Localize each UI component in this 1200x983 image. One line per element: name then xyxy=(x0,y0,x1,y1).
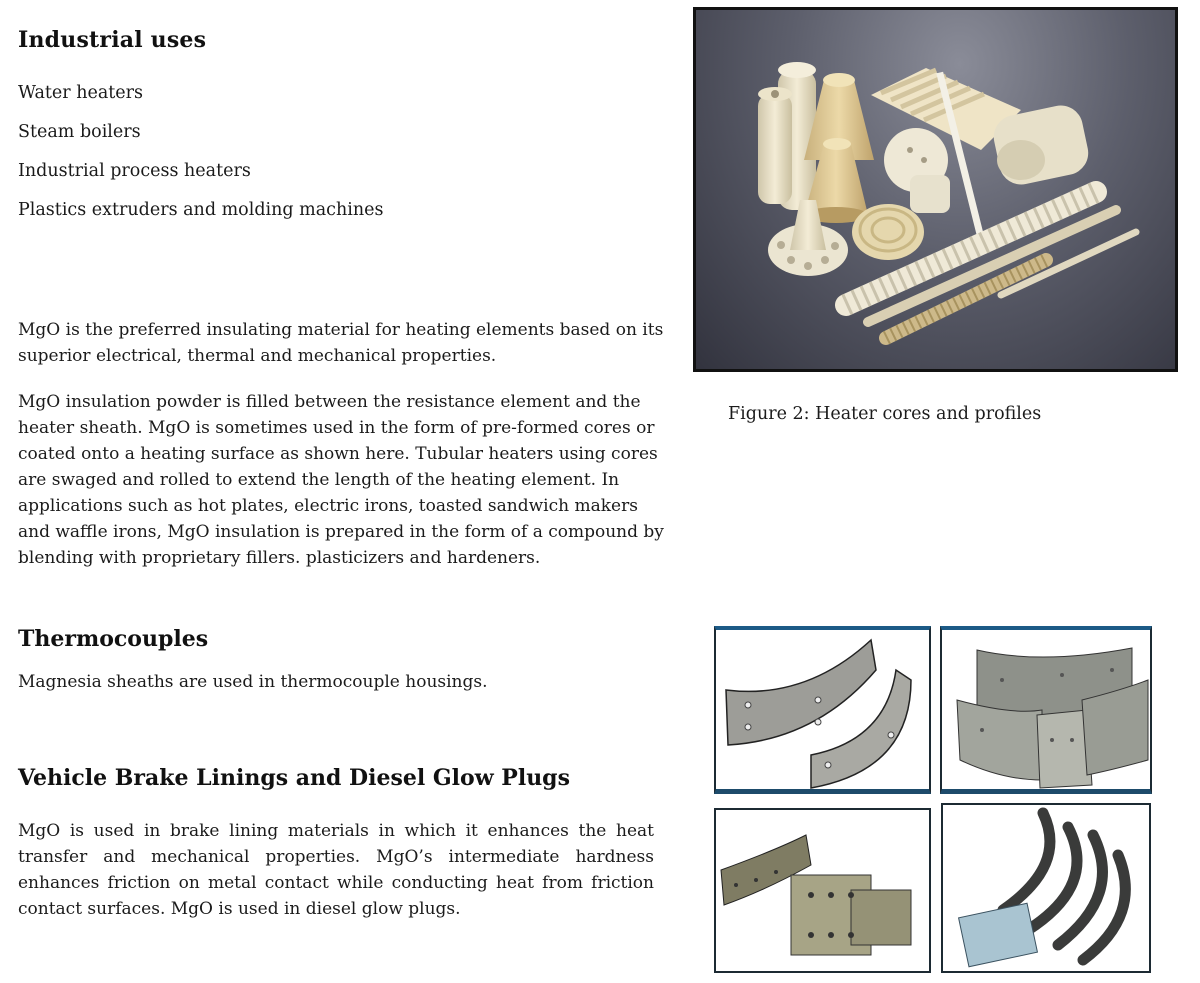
figure-caption: Figure 2: Heater cores and profiles xyxy=(728,404,1042,424)
heater-cores-photo xyxy=(693,7,1178,372)
brake-lining-photo-2 xyxy=(940,626,1152,794)
industrial-uses-list xyxy=(18,74,383,230)
industrial-uses-heading: Industrial uses xyxy=(18,27,207,53)
insulation-paragraph-2: MgO insulation powder is filled between the resistance element and the heater sheath. MgO is sometimes used in the form of pre-formed cores or coated onto a heating surface as shown here. Tubular heaters using cores are swaged and rolled to extend the length of the heating element. In applications such as hot plates, electric irons, toasted sandwich makers and waffle irons, MgO insulation is prepared in the form of a compound by blending with proprietary fillers. plasticizers and hardeners. xyxy=(18,392,664,568)
list-item: Water heaters xyxy=(18,83,144,103)
list-item: Plastics extruders and molding machines xyxy=(18,200,384,220)
ceramic-plate xyxy=(884,128,950,213)
brakes-text: MgO is used in brake lining materials in which it enhances the heat transfer and mechanical properties. MgO’s intermediate hardness enhances friction on metal contact while conducting heat from friction contact surfaces. MgO is used in diesel glow plugs. xyxy=(18,821,654,919)
list-item: Industrial process heaters xyxy=(18,161,251,181)
thermocouples-text: Magnesia sheaths are used in thermocouple housings. xyxy=(18,672,488,692)
list-item: Steam boilers xyxy=(18,122,141,142)
ceramic-dish xyxy=(852,204,924,260)
insulation-paragraph-1: MgO is the preferred insulating material for heating elements based on its superior electrical, thermal and mechanical properties. xyxy=(18,320,664,366)
thermocouples-heading: Thermocouples xyxy=(18,626,209,652)
brakes-heading: Vehicle Brake Linings and Diesel Glow Plugs xyxy=(18,765,570,791)
ceramic-cylinder xyxy=(758,62,816,210)
brake-lining-photo-4 xyxy=(941,803,1151,973)
brake-lining-photo-1 xyxy=(714,626,931,794)
brake-lining-photo-3 xyxy=(714,808,931,973)
